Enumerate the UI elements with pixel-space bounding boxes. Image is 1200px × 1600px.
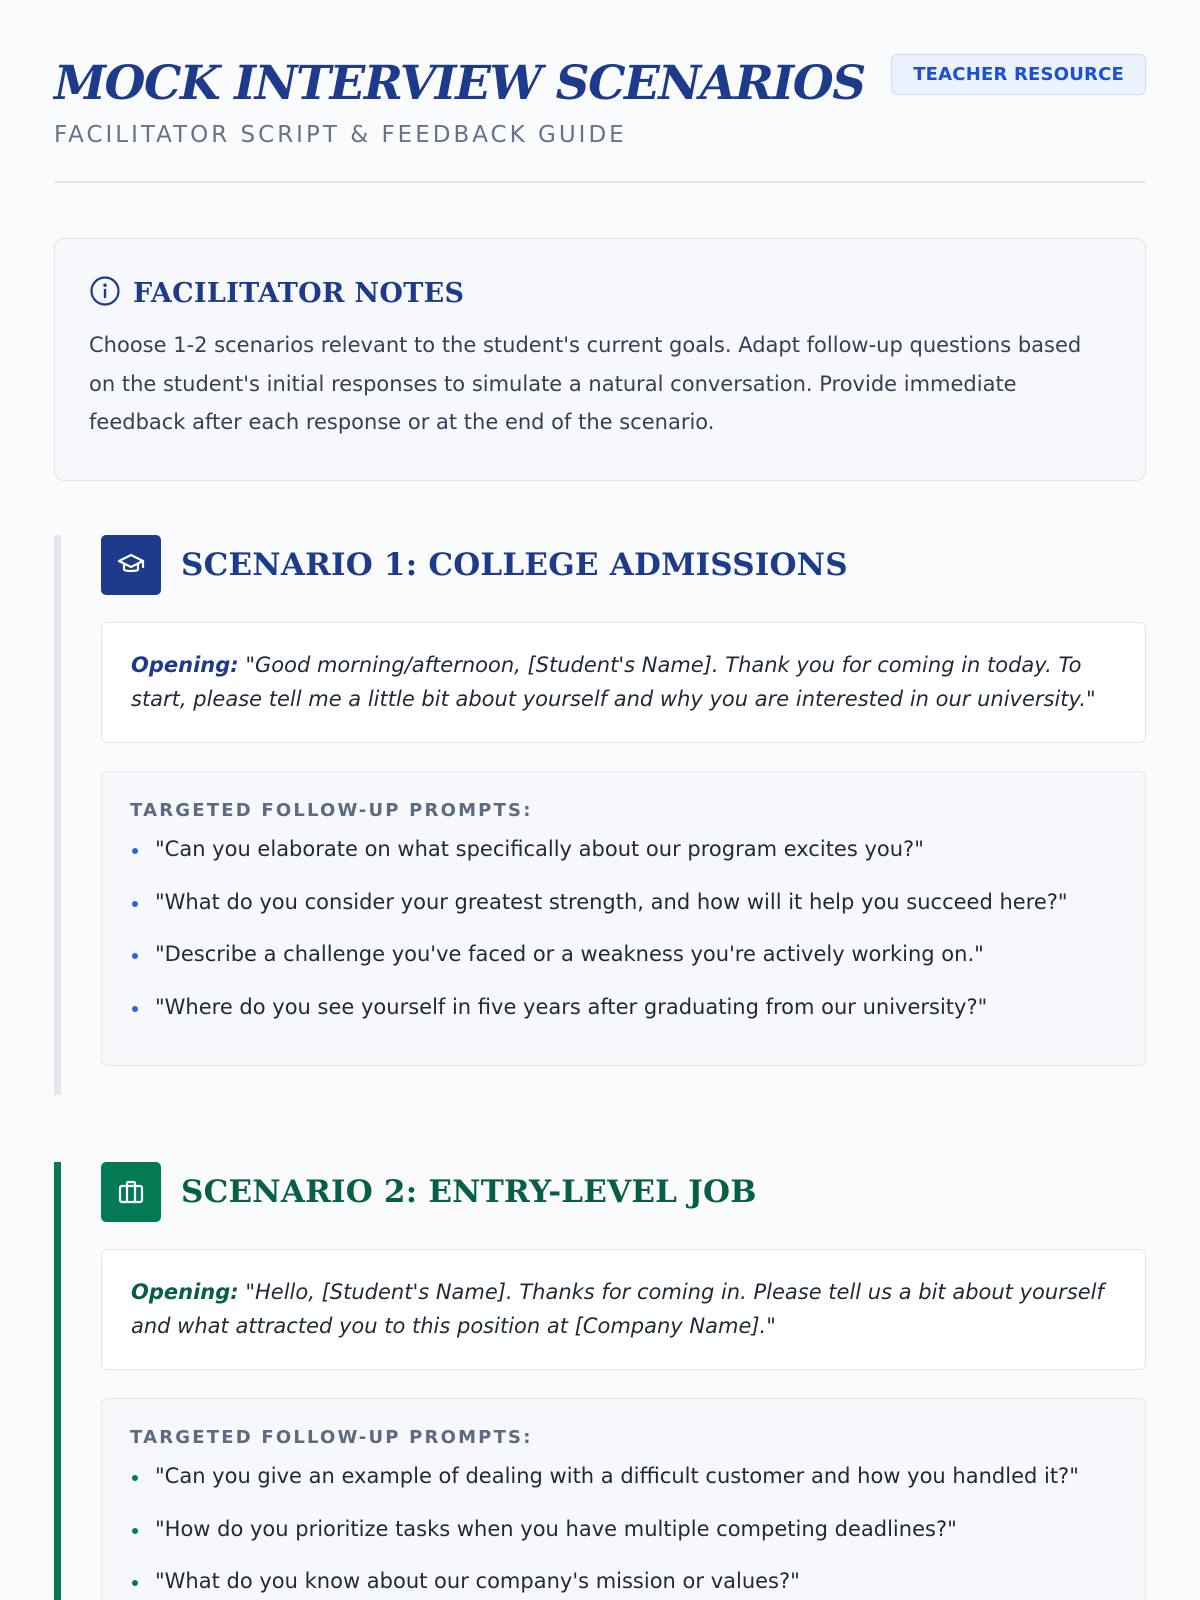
prompt-item: "Where do you see yourself in five years after graduating from our university?" [130,993,1117,1022]
scenario-header [101,1162,1146,1222]
facilitator-notes-title: FACILITATOR NOTES [133,278,465,309]
opening-label: Opening: [131,1280,239,1304]
prompt-item: "What do you consider your greatest strength, and how will it help you succeed here?" [130,888,1117,917]
page-header [54,0,1146,183]
scenario-accent-bar [54,535,61,1095]
follow-up-prompts [101,1398,1146,1600]
follow-up-prompts-title: TARGETED FOLLOW-UP PROMPTS: [130,1427,533,1448]
facilitator-notes-header [89,275,1111,312]
opening-text: "Hello, [Student's Name]. Thanks for coming in. Please tell us a bit about yourself and what attracted you to this position at [Company Name]." [131,1280,1104,1338]
teacher-resource-badge: TEACHER RESOURCE [891,54,1146,95]
follow-up-prompts-title: TARGETED FOLLOW-UP PROMPTS: [130,800,533,821]
opening-label: Opening: [131,653,239,677]
scenario-title: SCENARIO 2: ENTRY-LEVEL JOB [181,1174,757,1210]
facilitator-notes [54,238,1146,481]
opening-text: "Good morning/afternoon, [Student's Name]. Thank you for coming in today. To start, please tell me a little bit about yourself and why you are interested in our university." [131,653,1096,711]
prompt-item: "What do you know about our company's mission or values?" [130,1567,1117,1596]
scenario-header [101,535,1146,595]
follow-up-prompts [101,771,1146,1066]
prompt-list [130,835,1117,1022]
prompt-item: "How do you prioritize tasks when you have multiple competing deadlines?" [130,1515,1117,1544]
briefcase-icon [101,1162,161,1222]
scenario-title: SCENARIO 1: COLLEGE ADMISSIONS [181,547,848,583]
graduation-cap-icon [101,535,161,595]
info-icon [89,275,121,312]
scenario-opening [101,1249,1146,1370]
scenario-accent-bar [54,1162,61,1600]
scenario-opening [101,622,1146,743]
prompt-item: "Describe a challenge you've faced or a weakness you're actively working on." [130,940,1117,969]
page-subtitle: FACILITATOR SCRIPT & FEEDBACK GUIDE [54,122,627,148]
prompt-list [130,1462,1117,1596]
scenario-entry-level-job [54,1162,1146,1600]
scenario-college-admissions [54,535,1146,1095]
prompt-item: "Can you elaborate on what specifically about our program excites you?" [130,835,1117,864]
prompt-item: "Can you give an example of dealing with a difficult customer and how you handled it?" [130,1462,1117,1491]
page-title: MOCK INTERVIEW SCENARIOS [54,56,865,111]
facilitator-notes-text: Choose 1-2 scenarios relevant to the student's current goals. Adapt follow-up questions based on the student's initial responses to simulate a natural conversation. Provide immediate feedback after each response or at the end of the scenario. [89,333,1082,434]
